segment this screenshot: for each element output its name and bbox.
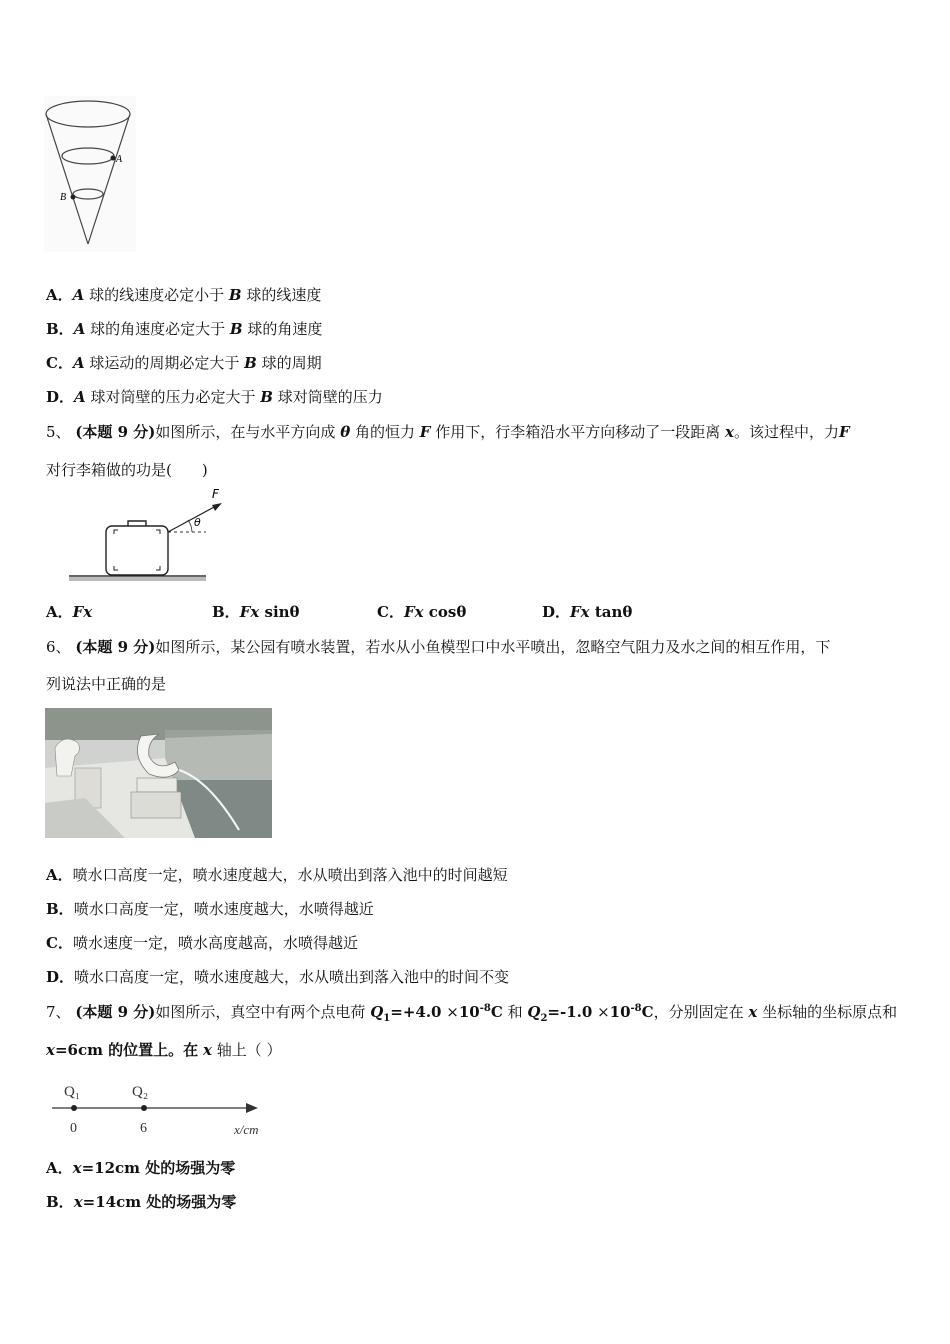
- q4-option-a: A．A 球的线速度必定小于 B 球的线速度: [46, 286, 322, 304]
- q7-stem: 7、 (本题 9 分)如图所示，真空中有两个点电荷 $Q_1=+4.0 \times 10^{-8}C$ 和 $Q_2=-1.0 \times 10^{-8}C$，分别固定在 x 坐标轴的坐标原点和: [46, 1003, 898, 1024]
- tick-0: 0: [70, 1121, 77, 1136]
- suitcase-figure: [66, 486, 219, 582]
- tick-6: 6: [140, 1121, 147, 1136]
- q4-option-c: C．A 球运动的周期必定大于 B 球的周期: [46, 354, 322, 372]
- q4-option-d: D．A 球对筒壁的压力必定大于 B 球对筒壁的压力: [46, 388, 383, 406]
- label-b: B: [60, 192, 67, 203]
- charge-q2: [141, 1105, 147, 1111]
- q7-option-a: A．x=12cm 处的场强为零: [46, 1159, 236, 1177]
- label-q2: Q₂: [132, 1084, 149, 1100]
- force-label: F: [212, 487, 219, 501]
- q5-stem-line2: 对行李箱做的功是( ): [46, 461, 208, 479]
- q5-choice-a: A．Fx: [46, 603, 93, 621]
- q6-option-b: B．喷水口高度一定，喷水速度越大，水喷得越近: [46, 900, 374, 918]
- q5-stem: 5、 (本题 9 分)如图所示，在与水平方向成 θ 角的恒力 F 作用下，行李箱沿水平方向移动了一段距离 x。该过程中，力F: [46, 423, 850, 441]
- q6-option-d: D．喷水口高度一定，喷水速度越大，水从喷出到落入池中的时间不变: [46, 968, 510, 986]
- charge-q1: [71, 1105, 77, 1111]
- label-a: A: [116, 154, 123, 165]
- q5-choice-c: C．Fx cosθ: [377, 603, 467, 621]
- label-q1: Q₁: [64, 1084, 81, 1100]
- theta-label: θ: [194, 516, 201, 529]
- cone-figure: [44, 96, 136, 252]
- q6-option-a: A．喷水口高度一定，喷水速度越大，水从喷出到落入池中的时间越短: [46, 866, 508, 884]
- q5-choice-d: D．Fx tanθ: [542, 603, 633, 621]
- axis-label: x/cm: [234, 1122, 259, 1137]
- ball-b: [71, 195, 76, 200]
- q4-option-b: B．A 球的角速度必定大于 B 球的角速度: [46, 320, 323, 338]
- charge-axis-figure: [46, 1076, 276, 1140]
- q6-stem: 6、 (本题 9 分)如图所示，某公园有喷水装置，若水从小鱼模型口中水平喷出，忽略空气阻力及水之间的相互作用，下: [46, 638, 831, 656]
- ball-a: [111, 156, 116, 161]
- q7-stem-line2: x=6cm 的位置上。在 x 轴上（ ）: [46, 1041, 282, 1059]
- q6-stem-line2: 列说法中正确的是: [46, 675, 167, 693]
- fountain-photo: [45, 708, 272, 838]
- q6-option-c: C．喷水速度一定，喷水高度越高，水喷得越近: [46, 934, 358, 952]
- q7-option-b: B．x=14cm 处的场强为零: [46, 1193, 237, 1211]
- q5-choice-b: B．Fx sinθ: [212, 603, 300, 621]
